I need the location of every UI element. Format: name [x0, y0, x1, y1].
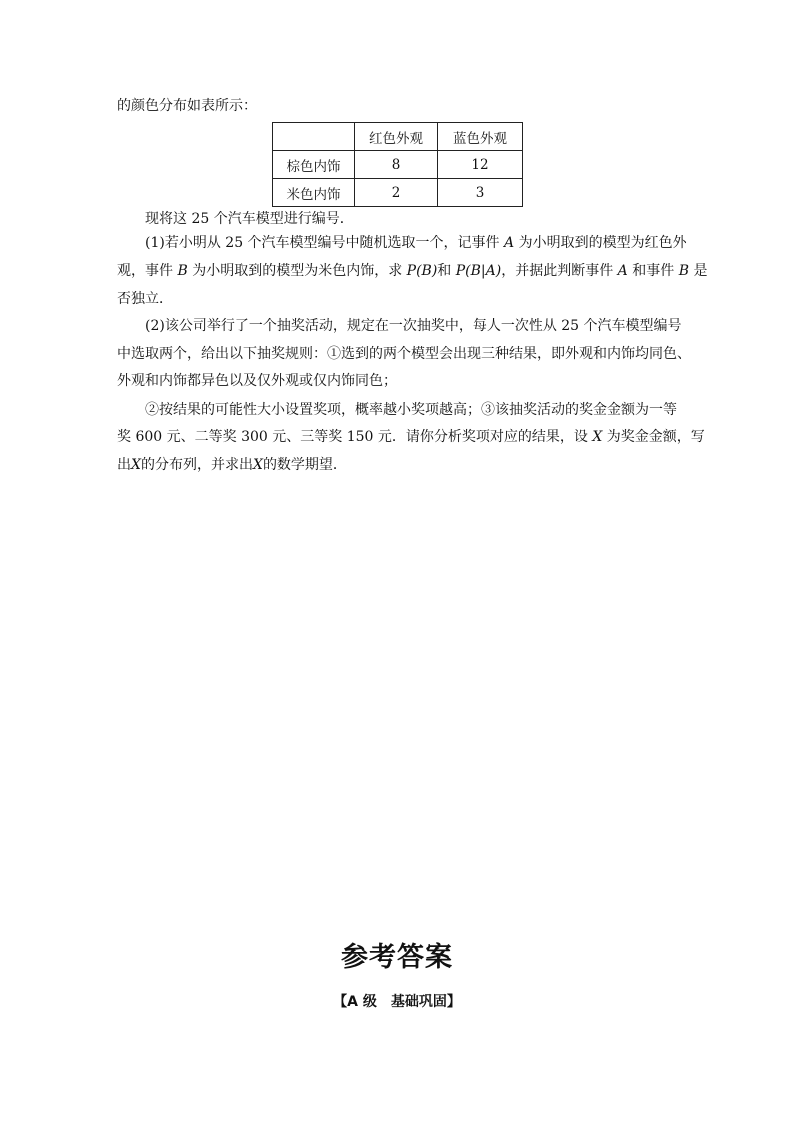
table-header-cell: 蓝色外观 [438, 123, 523, 151]
question-2-line-5: 奖 600 元、二等奖 300 元、三等奖 150 元．请你分析奖项对应的结果，设 X 为奖金金额，写 [117, 429, 705, 445]
table-row [273, 179, 523, 207]
table-row [273, 151, 523, 179]
question-1-line-3: 否独立． [117, 291, 173, 307]
table-cell: 8 [355, 151, 438, 179]
table-header-cell: 红色外观 [355, 123, 438, 151]
table-header-row [273, 123, 523, 151]
question-1-line-1: (1)若小明从 25 个汽车模型编号中随机选取一个，记事件 A 为小明取到的模型为红色外 [145, 235, 687, 251]
table-cell: 米色内饰 [273, 179, 355, 207]
question-1-line-2: 观，事件 B 为小明取到的模型为米色内饰，求 P(B)和 P(B|A)，并据此判断事件 A 和事件 B 是 [117, 263, 708, 279]
numbering-line: 现将这 25 个汽车模型进行编号． [145, 211, 354, 227]
question-2-line-1: (2)该公司举行了一个抽奖活动，规定在一次抽奖中，每人一次性从 25 个汽车模型编号 [145, 318, 682, 334]
question-2-line-6: 出X的分布列，并求出X的数学期望． [117, 457, 347, 473]
table-cell: 2 [355, 179, 438, 207]
table-cell: 12 [438, 151, 523, 179]
table-cell: 3 [438, 179, 523, 207]
table-header-cell [273, 123, 355, 151]
color-distribution-table [272, 122, 523, 207]
answer-title: 参考答案 [341, 942, 453, 973]
intro-line: 的颜色分布如表所示： [117, 98, 257, 114]
question-2-line-4: ②按结果的可能性大小设置奖项，概率越小奖项越高；③该抽奖活动的奖金金额为一等 [145, 402, 677, 418]
table-cell: 棕色内饰 [273, 151, 355, 179]
question-2-line-2: 中选取两个，给出以下抽奖规则：①选到的两个模型会出现三种结果，即外观和内饰均同色、 [117, 346, 691, 362]
question-2-line-3: 外观和内饰都异色以及仅外观或仅内饰同色； [117, 373, 397, 389]
level-label: 【A 级 基础巩固】 [333, 994, 461, 1010]
